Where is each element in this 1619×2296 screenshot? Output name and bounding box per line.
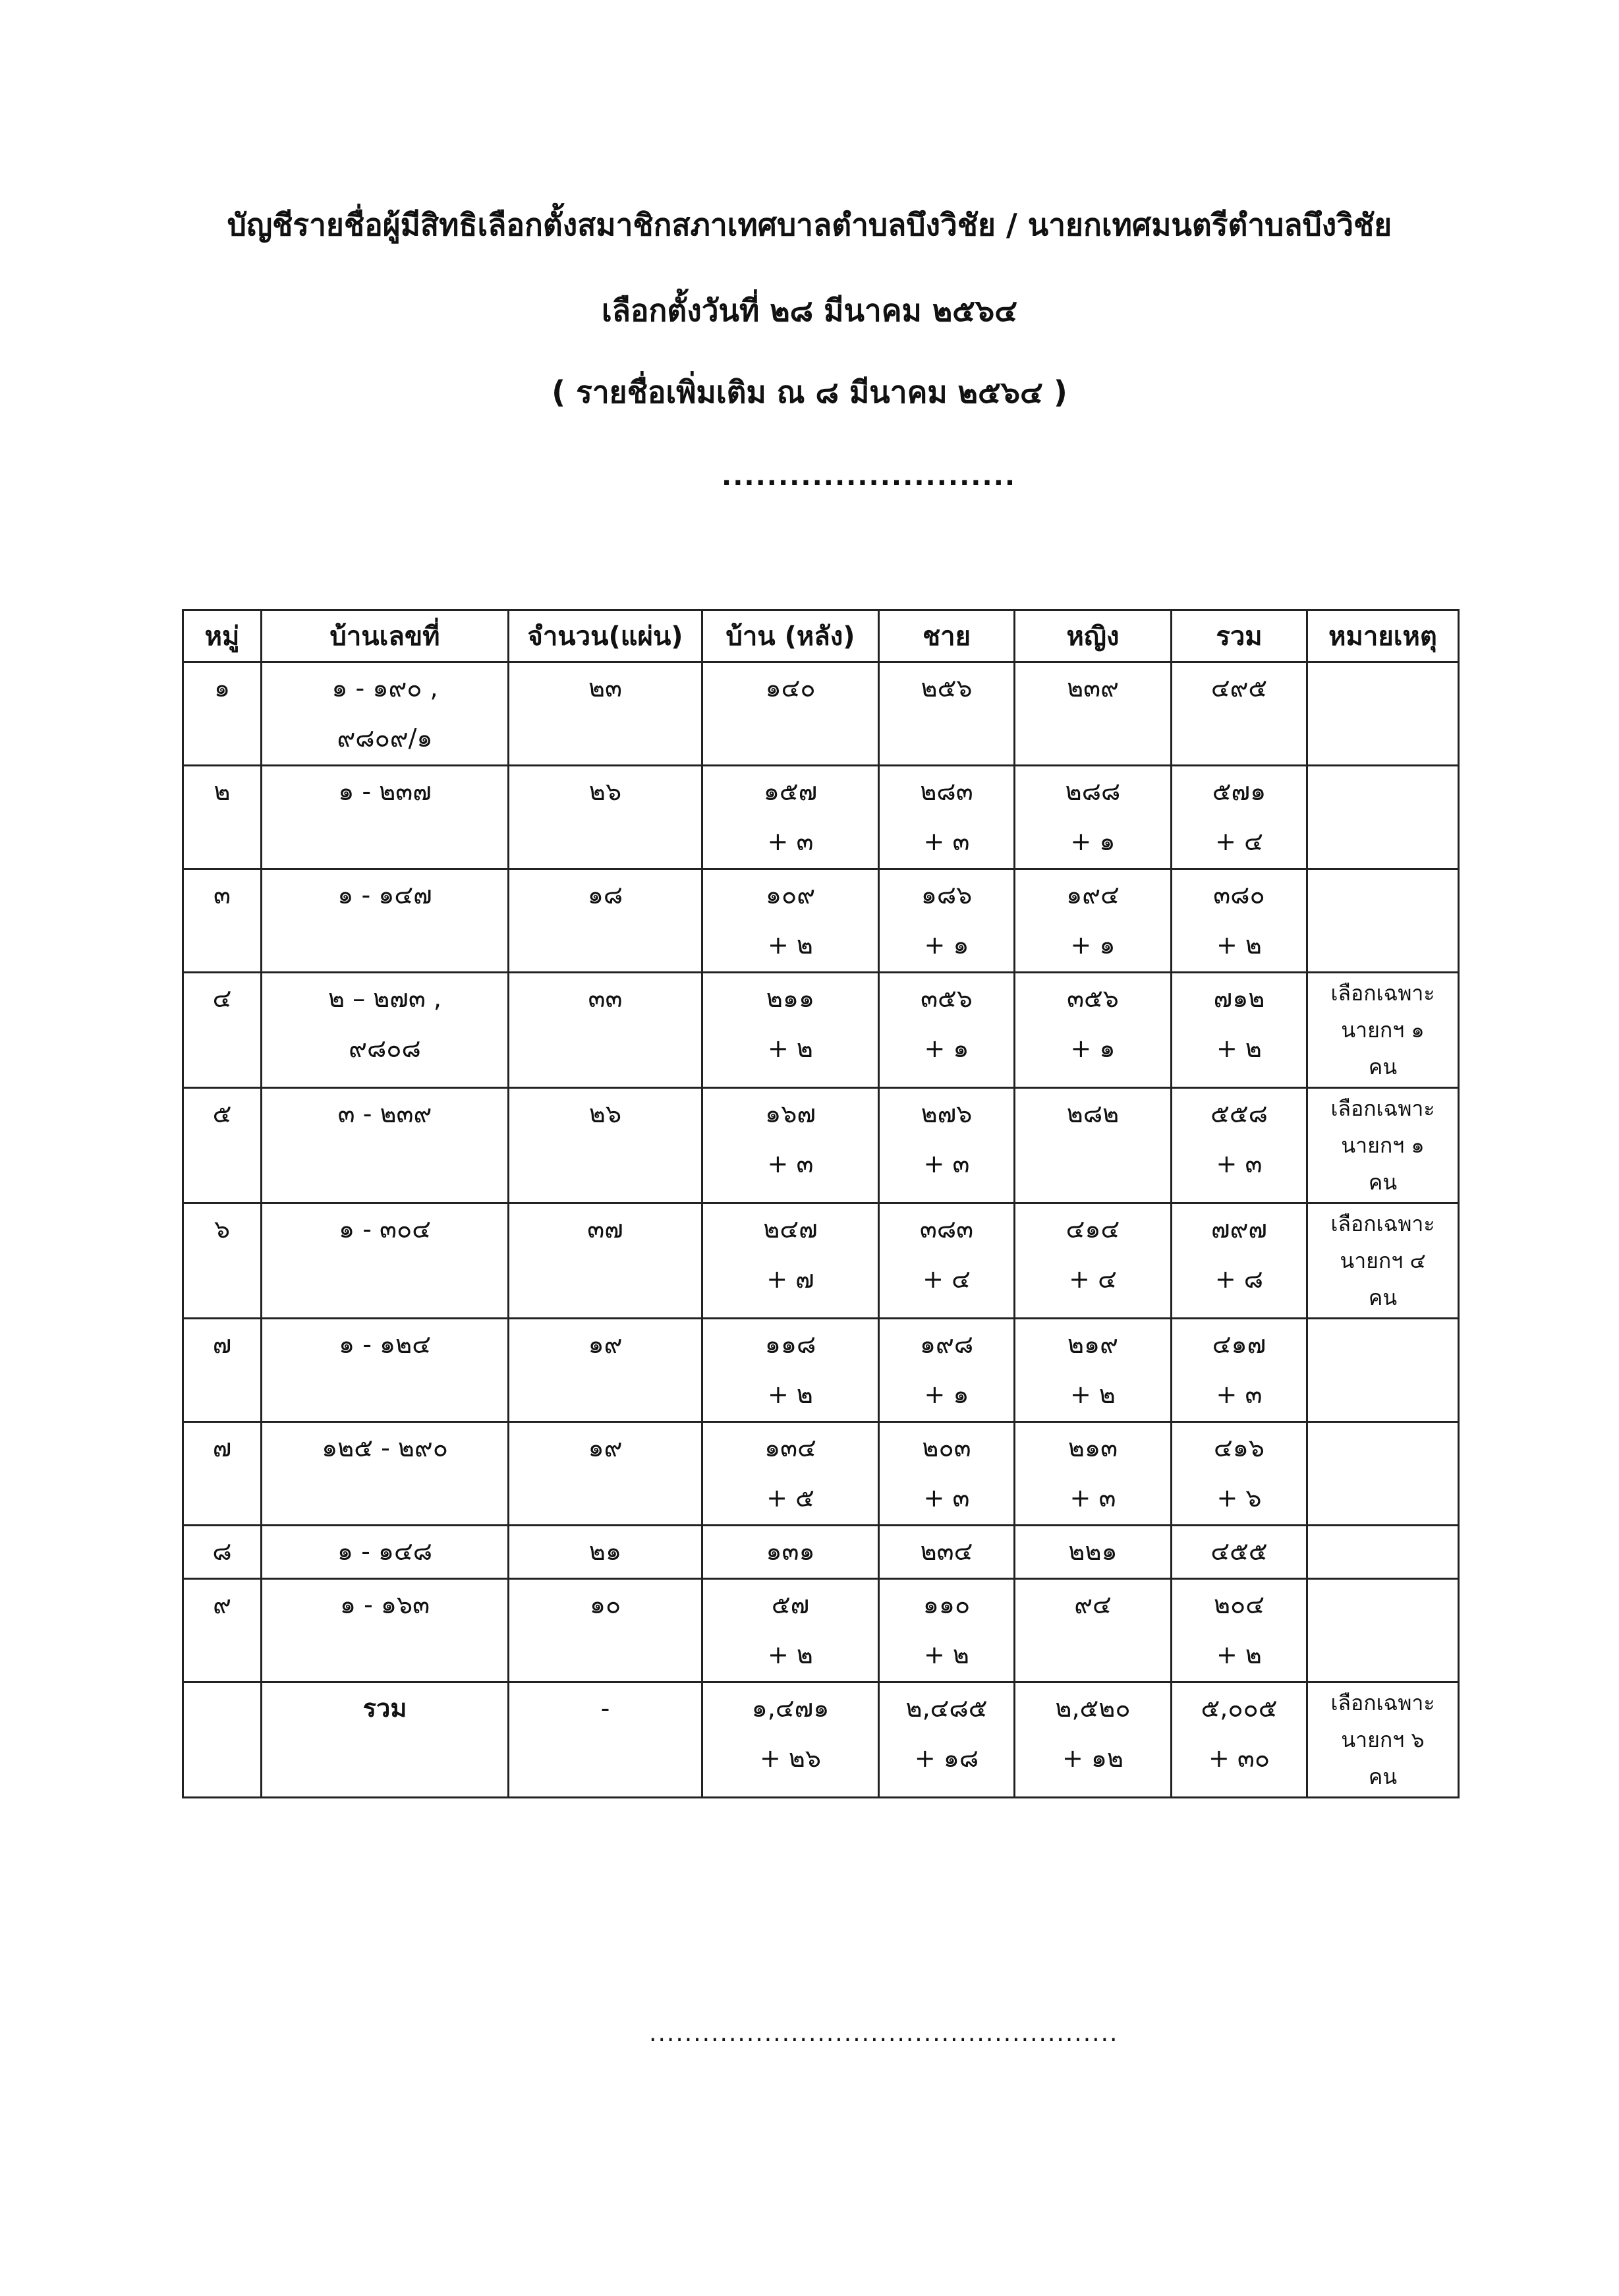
note-line: นายกฯ ๔ bbox=[1340, 1248, 1426, 1273]
male-cell bbox=[879, 766, 1015, 869]
male-cell-value: ๒๘๓ bbox=[920, 777, 973, 806]
table-row bbox=[183, 662, 1459, 766]
note-line: เลือกเฉพาะ bbox=[1330, 1690, 1435, 1715]
total-cell-value: ๔๙๕ bbox=[1210, 674, 1268, 703]
total-cell-value: + ๖ bbox=[1216, 1483, 1262, 1512]
sheets-cell-value: ๑๘ bbox=[587, 880, 623, 909]
houses-cell-value: ๒๔๗ bbox=[763, 1215, 818, 1244]
summary-female-cell-value: ๒,๕๒๐ bbox=[1055, 1694, 1131, 1723]
male-cell bbox=[879, 1579, 1015, 1682]
male-cell-value: ๒๕๖ bbox=[921, 674, 973, 703]
houses-cell bbox=[702, 766, 879, 869]
moo-cell bbox=[183, 1422, 262, 1526]
houses-cell bbox=[702, 1422, 879, 1526]
houses-cell-value: + ๓ bbox=[767, 1149, 814, 1178]
houses-cell bbox=[702, 1579, 879, 1682]
moo-cell bbox=[183, 973, 262, 1088]
houses-cell-value: + ๒ bbox=[768, 1380, 813, 1409]
total-cell-value: + ๒ bbox=[1216, 931, 1262, 960]
total-cell-value: + ๒ bbox=[1216, 1640, 1262, 1669]
houses-cell-value: ๕๗ bbox=[771, 1590, 810, 1619]
male-cell bbox=[879, 1319, 1015, 1422]
moo-cell-value: ๘ bbox=[212, 1537, 232, 1566]
house-no-cell-value: ๒ – ๒๗๓ , bbox=[328, 984, 441, 1013]
table-header-row bbox=[183, 610, 1459, 662]
moo-cell bbox=[183, 766, 262, 869]
table-row bbox=[183, 766, 1459, 869]
note-cell bbox=[1307, 1422, 1459, 1526]
sheets-cell-value: ๒๓ bbox=[588, 674, 623, 703]
female-cell-value: ๑๙๔ bbox=[1066, 880, 1120, 909]
house-no-cell-value: ๑ - ๑๖๓ bbox=[339, 1590, 430, 1619]
female-cell bbox=[1015, 1526, 1172, 1579]
male-cell-value: ๒๓๔ bbox=[920, 1537, 973, 1566]
table-row bbox=[183, 1579, 1459, 1682]
houses-cell bbox=[702, 662, 879, 766]
houses-cell bbox=[702, 1319, 879, 1422]
male-cell bbox=[879, 869, 1015, 973]
header-total: รวม bbox=[1172, 610, 1307, 662]
moo-cell-value: ๗ bbox=[212, 1330, 232, 1359]
voter-list-table bbox=[182, 609, 1460, 1798]
female-cell-value: + ๑ bbox=[1070, 931, 1116, 960]
moo-cell-value: ๕ bbox=[212, 1099, 232, 1128]
header-sheets: จำนวน(แผ่น) bbox=[509, 610, 702, 662]
male-cell-value: + ๒ bbox=[924, 1640, 969, 1669]
house-no-cell bbox=[262, 1088, 509, 1203]
table-row bbox=[183, 1088, 1459, 1203]
female-cell-value: + ๔ bbox=[1069, 1265, 1117, 1294]
sheets-cell-value: ๓๗ bbox=[587, 1215, 623, 1244]
male-cell bbox=[879, 1088, 1015, 1203]
table-row bbox=[183, 973, 1459, 1088]
female-cell bbox=[1015, 869, 1172, 973]
female-cell bbox=[1015, 1203, 1172, 1319]
total-cell bbox=[1172, 1088, 1307, 1203]
houses-cell bbox=[702, 1088, 879, 1203]
sheets-cell-value: ๒๑ bbox=[588, 1537, 622, 1566]
house-no-cell-value: ๑ - ๓๐๔ bbox=[339, 1215, 431, 1244]
sheets-cell bbox=[509, 766, 702, 869]
note-line: เลือกเฉพาะ bbox=[1330, 1096, 1435, 1121]
total-cell-value: ๕๗๑ bbox=[1212, 777, 1266, 806]
female-cell-value: ๒๘๒ bbox=[1066, 1099, 1120, 1128]
total-cell bbox=[1172, 1203, 1307, 1319]
note-line: นายกฯ ๑ bbox=[1341, 1018, 1425, 1043]
note-line: นายกฯ ๖ bbox=[1341, 1727, 1425, 1752]
male-cell bbox=[879, 1422, 1015, 1526]
total-cell bbox=[1172, 869, 1307, 973]
table-row bbox=[183, 1526, 1459, 1579]
house-no-cell-value: ๙๘๐๙/๑ bbox=[337, 724, 433, 753]
male-cell bbox=[879, 662, 1015, 766]
houses-cell-value: ๑๔๐ bbox=[765, 674, 816, 703]
moo-cell bbox=[183, 1203, 262, 1319]
moo-cell bbox=[183, 662, 262, 766]
male-cell-value: ๑๑๐ bbox=[923, 1590, 971, 1619]
male-cell-value: + ๓ bbox=[923, 827, 970, 856]
houses-cell-value: + ๓ bbox=[767, 827, 814, 856]
summary-label-cell bbox=[262, 1682, 509, 1798]
female-cell bbox=[1015, 973, 1172, 1088]
moo-cell-value: ๒ bbox=[213, 777, 231, 806]
summary-male-cell-value: + ๑๘ bbox=[914, 1744, 979, 1773]
note-cell bbox=[1307, 1319, 1459, 1422]
male-cell-value: + ๑ bbox=[924, 1034, 969, 1063]
house-no-cell bbox=[262, 1526, 509, 1579]
total-cell-value: ๔๑๖ bbox=[1213, 1433, 1264, 1462]
sheets-cell-value: ๓๓ bbox=[588, 984, 623, 1013]
total-cell bbox=[1172, 1579, 1307, 1682]
house-no-cell-value: ๑ - ๑๔๘ bbox=[337, 1537, 433, 1566]
female-cell-value: ๒๓๙ bbox=[1067, 674, 1119, 703]
sheets-cell bbox=[509, 1579, 702, 1682]
female-cell-value: ๒๘๘ bbox=[1065, 777, 1121, 806]
sheets-cell bbox=[509, 662, 702, 766]
male-cell-value: ๒๐๓ bbox=[922, 1433, 971, 1462]
note-cell bbox=[1307, 1203, 1459, 1319]
total-cell bbox=[1172, 973, 1307, 1088]
houses-cell-value: ๑๕๗ bbox=[763, 777, 818, 806]
total-cell-value: ๔๑๗ bbox=[1212, 1330, 1266, 1359]
sheets-cell-value: ๒๖ bbox=[588, 1099, 622, 1128]
houses-cell-value: + ๒ bbox=[768, 1034, 813, 1063]
summary-total-cell bbox=[1172, 1682, 1307, 1798]
summary-sheets-cell bbox=[509, 1682, 702, 1798]
header-moo: หมู่ bbox=[183, 610, 262, 662]
note-cell bbox=[1307, 766, 1459, 869]
moo-cell-value: ๗ bbox=[212, 1433, 232, 1462]
male-cell-value: + ๔ bbox=[923, 1265, 971, 1294]
note-cell bbox=[1307, 1526, 1459, 1579]
house-no-cell bbox=[262, 1422, 509, 1526]
sheets-cell bbox=[509, 1526, 702, 1579]
total-cell bbox=[1172, 766, 1307, 869]
total-cell-value: ๗๙๗ bbox=[1211, 1215, 1267, 1244]
note-cell bbox=[1307, 973, 1459, 1088]
total-cell-value: + ๓ bbox=[1216, 1149, 1263, 1178]
female-cell-value: + ๒ bbox=[1070, 1380, 1116, 1409]
summary-moo-cell bbox=[183, 1682, 262, 1798]
table-row bbox=[183, 1422, 1459, 1526]
header-male: ชาย bbox=[879, 610, 1015, 662]
houses-cell-value: + ๒ bbox=[768, 931, 813, 960]
sheets-cell-value: ๑๙ bbox=[588, 1433, 623, 1462]
houses-cell bbox=[702, 973, 879, 1088]
male-cell-value: ๑๘๖ bbox=[921, 880, 973, 909]
additional-names-date: ( รายชื่อเพิ่มเติม ณ ๘ มีนาคม ๒๕๖๔ ) bbox=[552, 374, 1067, 410]
houses-cell-value: + ๕ bbox=[766, 1483, 814, 1512]
female-cell bbox=[1015, 1579, 1172, 1682]
sheets-cell bbox=[509, 1088, 702, 1203]
house-no-cell-value: ๑ - ๒๓๗ bbox=[338, 777, 432, 806]
document-title: บัญชีรายชื่อผู้มีสิทธิเลือกตั้งสมาชิกสภาเทศบาลตำบลบึงวิชัย / นายกเทศมนตรีตำบลบึงวิชัย bbox=[227, 207, 1392, 243]
total-cell-value: ๔๕๕ bbox=[1210, 1537, 1268, 1566]
moo-cell-value: ๑ bbox=[213, 674, 231, 703]
note-line: นายกฯ ๑ bbox=[1341, 1133, 1425, 1158]
house-no-cell-value: ๑ - ๑๙๐ , bbox=[331, 674, 438, 703]
female-cell-value: + ๓ bbox=[1069, 1483, 1116, 1512]
total-cell-value: ๕๕๘ bbox=[1210, 1099, 1268, 1128]
footer-signature-dots: ..................................................... bbox=[649, 2020, 1119, 2047]
note-line: คน bbox=[1368, 1054, 1398, 1079]
house-no-cell-value: ๑ - ๑๔๗ bbox=[337, 880, 432, 909]
houses-cell bbox=[702, 869, 879, 973]
summary-female-cell bbox=[1015, 1682, 1172, 1798]
male-cell-value: + ๓ bbox=[923, 1483, 970, 1512]
female-cell bbox=[1015, 766, 1172, 869]
total-cell-value: + ๒ bbox=[1216, 1034, 1262, 1063]
total-cell-value: + ๔ bbox=[1215, 827, 1263, 856]
house-no-cell bbox=[262, 766, 509, 869]
female-cell-value: + ๑ bbox=[1070, 1034, 1116, 1063]
male-cell-value: ๒๗๖ bbox=[921, 1099, 973, 1128]
houses-cell-value: ๑๓๔ bbox=[764, 1433, 816, 1462]
title-separator-dots: .......................... bbox=[722, 461, 1017, 492]
male-cell bbox=[879, 973, 1015, 1088]
house-no-cell bbox=[262, 973, 509, 1088]
summary-total-cell-value: ๕,๐๐๕ bbox=[1201, 1694, 1278, 1723]
header-house-no: บ้านเลขที่ bbox=[262, 610, 509, 662]
moo-cell bbox=[183, 1319, 262, 1422]
female-cell-value: ๙๔ bbox=[1074, 1590, 1112, 1619]
male-cell-value: + ๓ bbox=[923, 1149, 970, 1178]
summary-male-cell-value: ๒,๔๘๕ bbox=[905, 1694, 988, 1723]
summary-total-cell-value: + ๓๐ bbox=[1208, 1744, 1270, 1773]
election-date: เลือกตั้งวันที่ ๒๘ มีนาคม ๒๕๖๔ bbox=[601, 293, 1018, 328]
sheets-cell-value: ๑๐ bbox=[589, 1590, 621, 1619]
moo-cell-value: ๔ bbox=[212, 984, 232, 1013]
sheets-cell bbox=[509, 1203, 702, 1319]
total-cell-value: + ๘ bbox=[1214, 1265, 1264, 1294]
sheets-cell bbox=[509, 1319, 702, 1422]
male-cell bbox=[879, 1526, 1015, 1579]
total-cell-value: ๒๐๔ bbox=[1213, 1590, 1264, 1619]
summary-male-cell bbox=[879, 1682, 1015, 1798]
summary-label-cell-value: รวม bbox=[362, 1694, 407, 1723]
note-line: เลือกเฉพาะ bbox=[1330, 1211, 1435, 1236]
summary-houses-cell-value: + ๒๖ bbox=[759, 1744, 822, 1773]
moo-cell bbox=[183, 1526, 262, 1579]
house-no-cell-value: ๙๘๐๘ bbox=[349, 1034, 421, 1063]
total-cell bbox=[1172, 662, 1307, 766]
summary-sheets-cell-value: - bbox=[600, 1694, 610, 1723]
note-cell bbox=[1307, 662, 1459, 766]
header-note: หมายเหตุ bbox=[1307, 610, 1459, 662]
note-cell bbox=[1307, 1088, 1459, 1203]
female-cell bbox=[1015, 1319, 1172, 1422]
houses-cell bbox=[702, 1203, 879, 1319]
sheets-cell bbox=[509, 869, 702, 973]
table-row bbox=[183, 869, 1459, 973]
female-cell-value: ๒๑๓ bbox=[1067, 1433, 1118, 1462]
house-no-cell bbox=[262, 1319, 509, 1422]
male-cell-value: ๓๕๖ bbox=[921, 984, 973, 1013]
moo-cell-value: ๖ bbox=[213, 1215, 231, 1244]
houses-cell bbox=[702, 1526, 879, 1579]
male-cell-value: ๓๘๓ bbox=[919, 1215, 974, 1244]
houses-cell-value: ๒๑๑ bbox=[766, 984, 815, 1013]
female-cell-value: ๒๑๙ bbox=[1067, 1330, 1118, 1359]
house-no-cell-value: ๑ - ๑๒๔ bbox=[339, 1330, 431, 1359]
moo-cell-value: ๙ bbox=[213, 1590, 231, 1619]
female-cell-value: ๔๑๔ bbox=[1065, 1215, 1120, 1244]
house-no-cell bbox=[262, 662, 509, 766]
female-cell-value: ๒๒๑ bbox=[1068, 1537, 1118, 1566]
summary-houses-cell bbox=[702, 1682, 879, 1798]
female-cell bbox=[1015, 1088, 1172, 1203]
house-no-cell-value: ๑๒๕ - ๒๙๐ bbox=[322, 1433, 448, 1462]
summary-row bbox=[183, 1682, 1459, 1798]
sheets-cell bbox=[509, 1422, 702, 1526]
house-no-cell bbox=[262, 1579, 509, 1682]
female-cell bbox=[1015, 1422, 1172, 1526]
total-cell-value: ๗๑๒ bbox=[1213, 984, 1265, 1013]
header-houses: บ้าน (หลัง) bbox=[702, 610, 879, 662]
houses-cell-value: + ๒ bbox=[768, 1640, 813, 1669]
houses-cell-value: ๑๐๙ bbox=[765, 880, 816, 909]
female-cell-value: ๓๕๖ bbox=[1067, 984, 1119, 1013]
sheets-cell-value: ๒๖ bbox=[588, 777, 622, 806]
note-cell bbox=[1307, 869, 1459, 973]
house-no-cell bbox=[262, 869, 509, 973]
table-row bbox=[183, 1203, 1459, 1319]
moo-cell bbox=[183, 1088, 262, 1203]
note-line: คน bbox=[1368, 1764, 1398, 1789]
male-cell-value: + ๑ bbox=[924, 1380, 969, 1409]
summary-houses-cell-value: ๑,๔๗๑ bbox=[751, 1694, 830, 1723]
total-cell bbox=[1172, 1319, 1307, 1422]
total-cell bbox=[1172, 1526, 1307, 1579]
houses-cell-value: ๑๑๘ bbox=[764, 1330, 816, 1359]
header-female: หญิง bbox=[1015, 610, 1172, 662]
table-row bbox=[183, 1319, 1459, 1422]
moo-cell bbox=[183, 869, 262, 973]
houses-cell-value: ๑๖๗ bbox=[765, 1099, 816, 1128]
note-line: เลือกเฉพาะ bbox=[1330, 981, 1435, 1006]
male-cell bbox=[879, 1203, 1015, 1319]
house-no-cell-value: ๓ - ๒๓๙ bbox=[337, 1099, 432, 1128]
houses-cell-value: + ๗ bbox=[766, 1265, 814, 1294]
total-cell bbox=[1172, 1422, 1307, 1526]
note-cell bbox=[1307, 1682, 1459, 1798]
male-cell-value: + ๑ bbox=[924, 931, 969, 960]
sheets-cell bbox=[509, 973, 702, 1088]
total-cell-value: ๓๘๐ bbox=[1213, 880, 1265, 909]
moo-cell bbox=[183, 1579, 262, 1682]
moo-cell-value: ๓ bbox=[213, 880, 231, 909]
note-cell bbox=[1307, 1579, 1459, 1682]
male-cell-value: ๑๙๘ bbox=[919, 1330, 974, 1359]
summary-female-cell-value: + ๑๒ bbox=[1062, 1744, 1124, 1773]
note-line: คน bbox=[1368, 1285, 1398, 1310]
house-no-cell bbox=[262, 1203, 509, 1319]
houses-cell-value: ๑๓๑ bbox=[766, 1537, 815, 1566]
total-cell-value: + ๓ bbox=[1216, 1380, 1263, 1409]
female-cell-value: + ๑ bbox=[1070, 827, 1116, 856]
female-cell bbox=[1015, 662, 1172, 766]
sheets-cell-value: ๑๙ bbox=[588, 1330, 623, 1359]
note-line: คน bbox=[1368, 1170, 1398, 1195]
